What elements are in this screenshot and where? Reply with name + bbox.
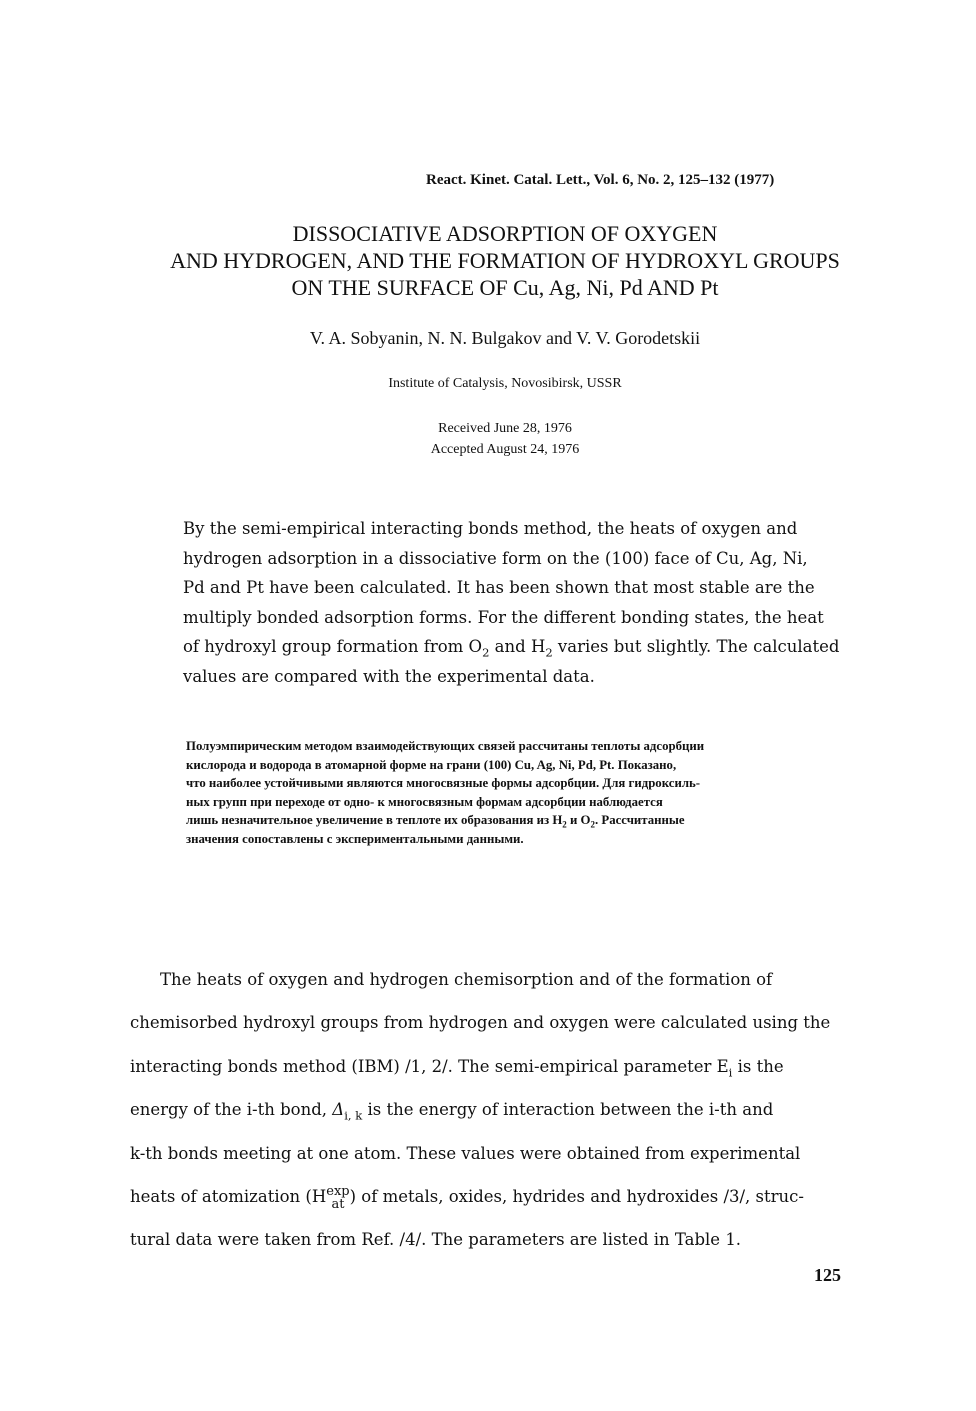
abstract-line: значения сопоставлены с экспериментальными данными. [186,831,524,846]
subscript: 2 [562,819,567,830]
body-line: k-th bonds meeting at one atom. These values were obtained from experimental [130,1143,801,1163]
body-line: The heats of oxygen and hydrogen chemisorption and of the formation of [160,970,773,989]
accepted-date: Accepted August 24, 1976 [430,442,580,457]
body-line [130,1175,870,1218]
text-run: and H [489,637,546,656]
delta-symbol: Δ [332,1100,345,1120]
author-list: V. A. Sobyanin, N. N. Bulgakov and V. V. Gorodetskii [309,328,701,348]
abstract-line: ных групп при переходе от одно- к многосвязным формам адсорбции наблюдается [186,794,663,809]
subscript: i [728,1065,733,1080]
abstract-line: hydrogen adsorption in a dissociative form on the (100) face of Cu, Ag, Ni, [183,548,808,568]
text-run: varies but slightly. The calculated [552,637,840,656]
abstract-line: что наиболее устойчивыми являются многосвязные формы адсорбции. Для гидроксиль- [186,776,701,791]
subscript: at [331,1196,345,1212]
abstract-line: Pd and Pt have been calculated. It has been shown that most stable are the [183,578,815,597]
text-run: лишь незначительное увеличение в теплоте их образования из H [186,813,563,828]
text-run: . Рассчитанные [595,813,685,828]
subscript: 2 [482,645,490,660]
title-line: DISSOCIATIVE ADSORPTION OF OXYGEN [292,221,718,246]
abstract-line: кислорода и водорода в атомарной форме на грани (100) Cu, Ag, Ni, Pd, Pt. Показано, [186,757,677,772]
text-run: heats of atomization (H [130,1187,327,1207]
text-run: energy of the i-th bond, [130,1100,333,1120]
body-text [130,958,870,1262]
abstract-line: values are compared with the experimental data. [183,666,595,686]
text-run: interacting bonds method (IBM) /1, 2/. The semi-empirical parameter E [130,1056,729,1076]
title-line: AND HYDROGEN, AND THE FORMATION OF HYDROXYL GROUPS [170,248,840,273]
abstract-english [183,514,883,691]
text-run: is the [732,1056,784,1076]
received-date: Received June 28, 1976 [438,421,572,436]
subscript: 2 [545,645,553,660]
body-line: chemisorbed hydroxyl groups from hydrogen and oxygen were calculated using the [130,1013,831,1033]
text-run: ) of metals, oxides, hydrides and hydroxides /3/, struc- [349,1187,804,1207]
abstract-line: Полуэмпирическим методом взаимодействующих связей рассчитаны теплоты адсорбции [186,739,705,753]
title-line: ON THE SURFACE OF Cu, Ag, Ni, Pd AND Pt [291,275,719,300]
abstract-line: multiply bonded adsorption forms. For the different bonding states, the heat [183,607,824,627]
abstract-line [183,632,883,662]
subscript: i, k [344,1108,363,1123]
superscript: exp [326,1183,350,1199]
abstract-line [186,811,906,830]
page-number: 125 [814,1265,841,1285]
text-run: is the energy of interaction between the i-th and [362,1100,774,1120]
text-run: of hydroxyl group formation from O [183,637,483,656]
affiliation: Institute of Catalysis, Novosibirsk, USSR [388,376,622,391]
submission-dates [0,418,976,460]
abstract-russian [186,737,906,849]
body-line: tural data were taken from Ref. /4/. The parameters are listed in Table 1. [130,1230,742,1250]
paper-title [110,220,900,301]
body-line [130,1088,870,1131]
text-run: и O [566,813,591,828]
subscript: 2 [590,819,595,830]
journal-citation: React. Kinet. Catal. Lett., Vol. 6, No. 2, 125–132 (1977) [426,172,775,188]
abstract-line: By the semi-empirical interacting bonds method, the heats of oxygen and [183,519,798,538]
body-line [130,1045,870,1088]
sup-sub-stack [326,1185,349,1211]
